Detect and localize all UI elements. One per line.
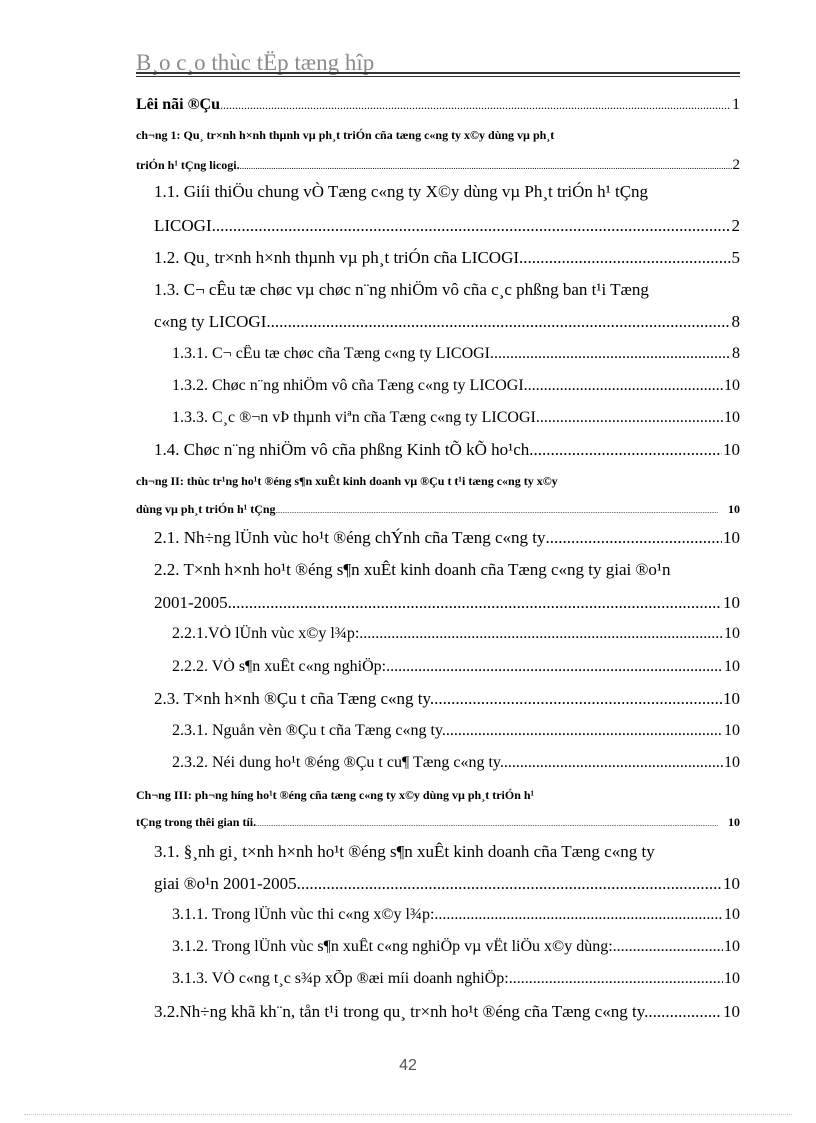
toc-entry-2-3[interactable]: 2.3. T×nh h×nh ®Çu t cña Tæng c«ng ty. ..... 10 bbox=[154, 689, 740, 709]
toc-entry-chapter-1-line1[interactable]: ch¬ng 1: Qu¸ tr×nh h×nh thµnh vµ ph¸t triÓn cña tæng c«ng ty x©y dùng vµ ph¸t bbox=[136, 128, 555, 142]
page-bottom-border bbox=[24, 1114, 792, 1115]
toc-leader bbox=[271, 312, 731, 332]
toc-entry-3-2[interactable]: 3.2.Nh÷ng khã kh¨n, tån t¹i trong qu¸ tr×nh ho¹t ®éng cña Tæng c«ng ty.. ..... 10 bbox=[154, 1002, 740, 1022]
toc-leader bbox=[434, 689, 722, 709]
toc-leader bbox=[386, 658, 723, 676]
toc-leader bbox=[446, 722, 723, 740]
toc-leader bbox=[546, 528, 722, 548]
toc-leader bbox=[240, 161, 732, 171]
toc-leader bbox=[216, 216, 731, 236]
toc-leader bbox=[232, 593, 722, 613]
toc-entry-loi-noi-dau[interactable]: Lêi nãi ®Çu ..... 1 bbox=[136, 96, 740, 114]
toc-leader bbox=[301, 874, 722, 894]
toc-entry-2-3-2[interactable]: 2.3.2. Néi dung ho¹t ®éng ®Çu t cu¶ Tæng c«ng ty. ..... 10 bbox=[172, 754, 740, 772]
toc-entry-3-1[interactable]: giai ®o¹n 2001-2005. ..... 10 bbox=[154, 874, 740, 894]
toc-entry-1-2[interactable]: 1.2. Qu¸ tr×nh h×nh thµnh vµ ph¸t triÓn cña LICOGI ..... 5 bbox=[154, 248, 740, 268]
toc-entry-1-1-line1[interactable]: 1.1. Giíi thiÖu chung vÒ Tæng c«ng ty X©y dùng vµ Ph¸t triÓn h¹ tÇng bbox=[154, 182, 649, 201]
toc-leader bbox=[359, 625, 723, 643]
page-number: 42 bbox=[399, 1057, 417, 1074]
toc-leader bbox=[509, 970, 723, 988]
toc-entry-chapter-3-line1[interactable]: Ch¬ng III: ph¬ng híng ho¹t ®éng cña tæng c«ng ty x©y dùng vµ ph¸t triÓn h¹ bbox=[136, 788, 535, 802]
toc-leader bbox=[490, 345, 731, 363]
toc-entry-1-3[interactable]: c«ng ty LICOGI. ..... 8 bbox=[154, 312, 740, 332]
toc-entry-3-1-1[interactable]: 3.1.1. Trong lÜnh vùc thi c«ng x©y l¾p: ..... 10 bbox=[172, 906, 740, 924]
toc-entry-3-1-line1[interactable]: 3.1. §¸nh gi¸ t×nh h×nh ho¹t ®éng s¶n xuÊt kinh doanh cña Tæng c«ng ty bbox=[154, 842, 655, 861]
toc-entry-2-3-1[interactable]: 2.3.1. Nguån vèn ®Çu t cña Tæng c«ng ty. ..... 10 bbox=[172, 722, 740, 740]
toc-entry-1-3-line1[interactable]: 1.3. C¬ cÊu tæ chøc vµ chøc n¨ng nhiÖm vô cña c¸c phßng ban t¹i Tæng bbox=[154, 280, 649, 299]
toc-entry-2-2[interactable]: 2001-2005. ..... 10 bbox=[154, 593, 740, 613]
toc-leader bbox=[220, 98, 731, 113]
toc-leader bbox=[256, 820, 718, 828]
toc-entry-1-1[interactable]: LICOGI. ..... 2 bbox=[154, 216, 740, 236]
toc-entry-chapter-1[interactable]: triÓn h¹ tÇng licogi. ..... 2 bbox=[136, 157, 740, 174]
toc-leader bbox=[434, 906, 723, 924]
toc-entry-3-1-3[interactable]: 3.1.3. VÒ c«ng t¸c s¾p xÕp ®æi míi doanh nghiÖp: ..... 10 bbox=[172, 970, 740, 988]
toc-leader bbox=[613, 938, 723, 956]
toc-entry-2-2-1[interactable]: 2.2.1.VÒ lÜnh vùc x©y l¾p: ..... 10 bbox=[172, 625, 740, 643]
toc-entry-1-3-3[interactable]: 1.3.3. C¸c ®¬n vÞ thµnh viªn cña Tæng c«ng ty LICOGI ..... 10 bbox=[172, 409, 740, 427]
toc-leader bbox=[504, 754, 723, 772]
toc-entry-chapter-2[interactable]: dùng vµ ph¸t triÓn h¹ tÇng ..... 10 bbox=[136, 502, 740, 517]
toc-entry-1-3-2[interactable]: 1.3.2. Chøc n¨ng nhiÖm vô cña Tæng c«ng ty LICOGI ..... 10 bbox=[172, 377, 740, 395]
toc-entry-chapter-3[interactable]: tÇng trong thêi gian tíi. ..... 10 bbox=[136, 815, 740, 830]
toc-entry-2-1[interactable]: 2.1. Nh÷ng lÜnh vùc ho¹t ®éng chÝnh cña Tæng c«ng ty ..... 10 bbox=[154, 528, 740, 548]
toc-leader bbox=[653, 1002, 722, 1022]
toc-entry-2-2-2[interactable]: 2.2.2. VÒ s¶n xuÊt c«ng nghiÖp: ..... 10 bbox=[172, 658, 740, 676]
toc-leader bbox=[534, 440, 722, 460]
toc-entry-chapter-2-line1[interactable]: ch¬ng II: thùc tr¹ng ho¹t ®éng s¶n xuÊt kinh doanh vµ ®Çu t t¹i tæng c«ng ty x©y bbox=[136, 474, 558, 488]
toc-entry-2-2-line1[interactable]: 2.2. T×nh h×nh ho¹t ®éng s¶n xuÊt kinh doanh cña Tæng c«ng ty giai ®o¹n bbox=[154, 560, 671, 579]
toc-leader bbox=[536, 409, 723, 427]
toc-entry-1-3-1[interactable]: 1.3.1. C¬ cÊu tæ chøc cña Tæng c«ng ty LICOGI ..... 8 bbox=[172, 345, 740, 363]
toc-entry-1-4[interactable]: 1.4. Chøc n¨ng nhiÖm vô cña phßng Kinh tÕ kÕ ho¹ch. ..... 10 bbox=[154, 440, 740, 460]
toc-leader bbox=[524, 377, 723, 395]
toc-entry-3-1-2[interactable]: 3.1.2. Trong lÜnh vùc s¶n xuÊt c«ng nghiÖp vµ vËt liÖu x©y dùng: ..... 10 bbox=[172, 938, 740, 956]
toc-leader bbox=[519, 248, 730, 268]
toc-leader bbox=[276, 507, 718, 515]
page-header-title: B¸o c¸o thùc tËp tæng hîp bbox=[136, 50, 375, 75]
